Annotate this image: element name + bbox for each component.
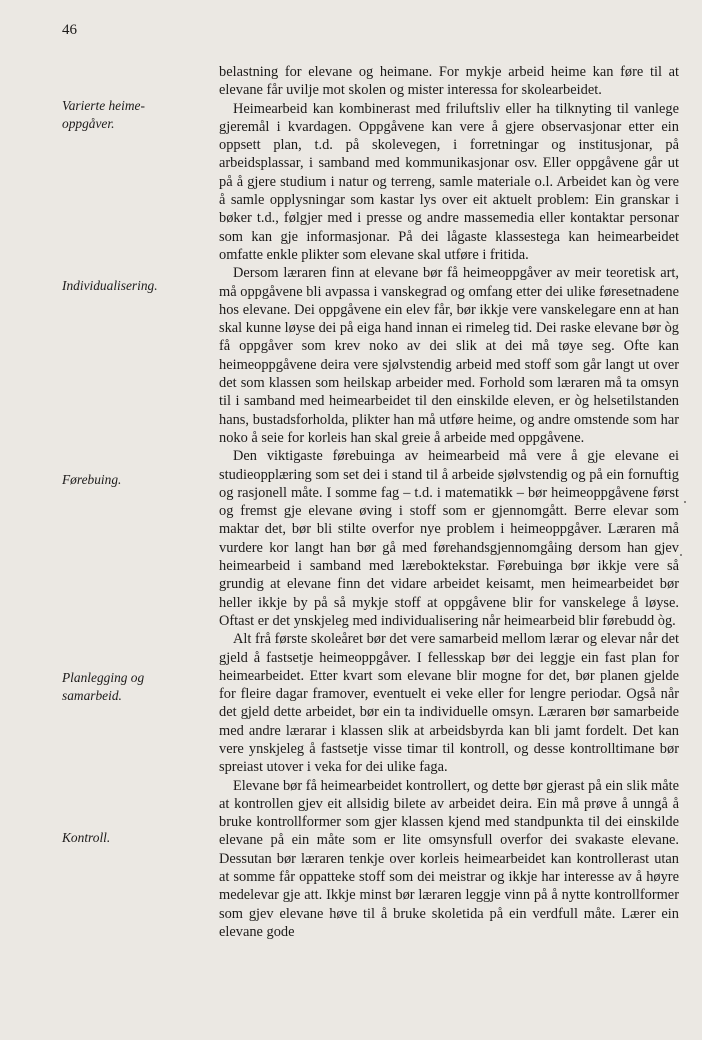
paragraph: Alt frå første skoleåret bør det vere samarbeid mellom lærar og elevar når det gjeld å fastsetje heimeoppgåver. I fellesskap bør dei leggje ein fast plan for heimearbeidet. Etter kvart som elevane blir mogne for det, bør planen gjelde for fleire dagar framover, eventuelt ei veke eller for lengre periodar. Også når det gjeld dette arbeidet, bør ein ta individuelle omsyn. Læraren bør samarbeide med andre lærarar i klassen slik at arbeidsbyrda kan bli jamt fordelt. Det kan vere ynskjeleg å fastsetje visse timar til kontroll, og desse kontrolltimane bør spreiast utover i veka for dei ulike faga. — [219, 631, 679, 776]
paragraph: Dersom læraren finn at elevane bør få heimeoppgåver av meir teoretisk art, må oppgåvene bli avpassa i vanskegrad og omfang etter dei ulike føresetnadene hos elevane. Dei oppgåvene ein elev får, bør ikkje vere vanskelegare enn at han skal kunne løyse dei på eiga hand innan ei rimeleg tid. Dei raske elevane bør òg få oppgåver som krev noko av dei slik at dei må tøye seg. Ofte kan heimeoppgåvene deira vere sjølvstendig arbeid med stoff som går langt ut over det som klassen som heilskap arbeider med. Forhold som læraren må ta omsyn til i samband med heimearbeidet til den einskilde eleven, er òg helsetilstanden hans, bustadsforholda, plikter han må utføre heime, og andre omstende som har noko å seie for korleis han skal greie å arbeide med oppgåvene. — [219, 265, 679, 446]
paragraph: Elevane bør få heimearbeidet kontrollert, og dette bør gjerast på ein slik måte at kontrollen gjev eit allsidig bilete av arbeidet deira. Ein må prøve å unngå å bruke kontrollformer som gjer klassen kjend med standpunkta til dei einskilde elevane på ein måte som er lite omsynsfull overfor dei svakaste elevane. Dessutan bør læraren tenkje over korleis heimearbeidet kan kontrollerast utan at somme får oppatteke stoff som dei meistrar og ikkje har interesse av å høyre medelevar gje att. Ikkje minst bør læraren leggje vinn på å nytte kontrollformer som gjev elevane høve til å bruke skoletida på ein verdfull måte. Lærer ein elevane gode — [219, 777, 679, 940]
body-text — [219, 63, 679, 941]
paper-speck — [684, 501, 686, 503]
margin-note-planlegging: Planlegging og samarbeid. — [62, 670, 145, 703]
paragraph: Heimearbeid kan kombinerast med friluftsliv eller ha tilknyting til vanlege gjeremål i kvardagen. Oppgåvene kan vere å gjere observasjonar etter ein oppsett plan, t.d. på skolevegen, i forretningar og institusjonar, på arbeidsplassar, i samband med kommunikasjonar osv. Eller oppgåvene går ut på å gjere studium i natur og terreng, samle materiale o.l. Arbeidet kan òg vere å samle opplysningar som kastar lys over eit aktuelt problem: Ein granskar i bøker t.d., følgjer med i presse og andre massemedia eller kontaktar personar som kan gje informasjonar. På dei lågaste klassestega kan heimearbeidet omfatte enkle plikter som elevane skal utføre i fritida. — [219, 100, 679, 263]
page-number: 46 — [62, 22, 77, 38]
margin-note-varierte-heimeoppgaver: Varierte heime- oppgåver. — [62, 98, 145, 131]
paragraph: Den viktigaste førebuinga av heimearbeid må vere å gje elevane ei studieopplæring som set dei i stand til å arbeide sjølvstendig og på ein fornuftig og rasjonell måte. I somme fag – t.d. i matematikk – bør heimeoppgåvene først og fremst gje elevane øving i stoff som er gjennomgått. Berre elevar som maktar det, bør bli stilte overfor nye problem i heimeoppgåver. Læraren må vurdere kor langt han bør gå med førehandsgjennomgåing dersom han gjev heimearbeid i samband med læreboktekstar. Førebuinga bør ikkje vere så grundig at elevane finn det vidare arbeidet keisamt, men heimearbeidet bør heller ikkje by på så mykje stoff at oppgåvene blir for vanskelege å løyse. Oftast er det ynskjeleg med individualisering når heimearbeid blir førebudd òg. — [219, 448, 679, 629]
margin-note-kontroll: Kontroll. — [62, 830, 111, 845]
margin-note-individualisering: Individualisering. — [62, 278, 158, 293]
paragraph: belastning for elevane og heimane. For mykje arbeid heime kan føre til at elevane får uvilje mot skolen og mister interessa for skolearbeidet. — [219, 64, 679, 99]
paper-speck — [680, 554, 682, 556]
margin-note-forebuing: Førebuing. — [62, 472, 122, 487]
